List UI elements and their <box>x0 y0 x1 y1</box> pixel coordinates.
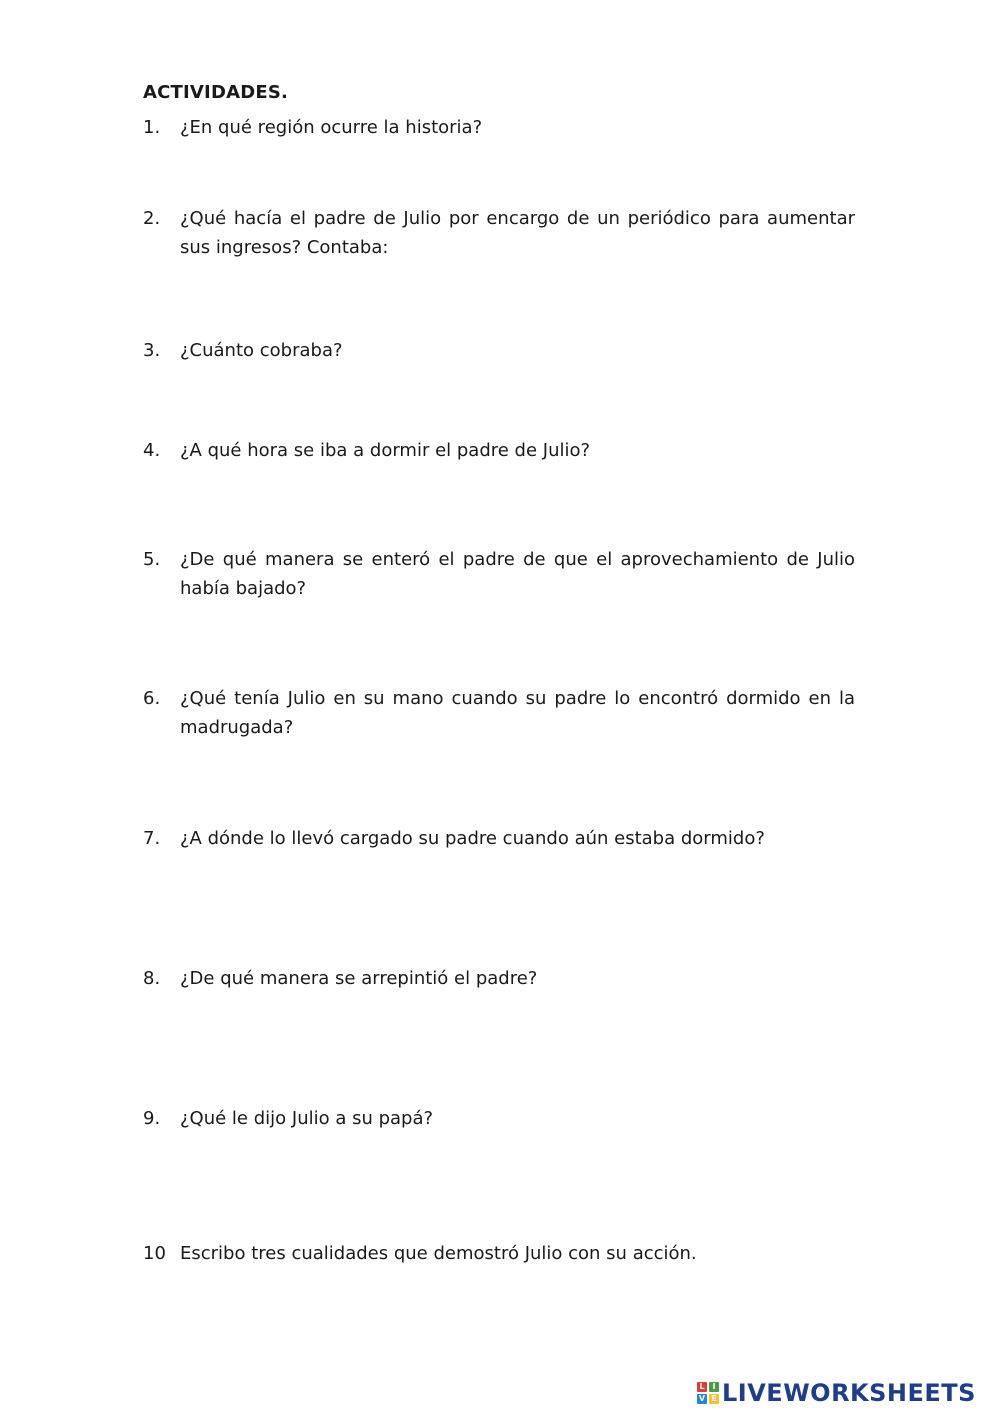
question-5 <box>143 545 855 603</box>
liveworksheets-logo <box>697 1378 976 1408</box>
question-4 <box>143 436 855 465</box>
question-1 <box>143 113 855 142</box>
question-text: ¿Qué le dijo Julio a su papá? <box>180 1108 434 1129</box>
question-number: 4. <box>143 440 161 461</box>
question-text: ¿De qué manera se enteró el padre de que el aprovechamiento de Julio había bajado? <box>180 549 855 599</box>
question-text: ¿Cuánto cobraba? <box>180 340 343 361</box>
activities-heading: ACTIVIDADES. <box>143 82 289 103</box>
logo-block: E <box>709 1394 719 1404</box>
logo-text: LIVEWORKSHEETS <box>722 1379 976 1407</box>
question-number: 6. <box>143 688 161 709</box>
question-text: ¿Qué hacía el padre de Julio por encargo de un periódico para aumentar sus ingresos? Contaba: <box>180 208 855 258</box>
question-text: ¿En qué región ocurre la historia? <box>180 117 483 138</box>
question-3 <box>143 336 855 365</box>
question-text: ¿Qué tenía Julio en su mano cuando su padre lo encontró dormido en la madrugada? <box>180 688 855 738</box>
question-8 <box>143 964 855 993</box>
question-2 <box>143 204 855 262</box>
question-6 <box>143 684 855 742</box>
logo-block: I <box>709 1382 719 1392</box>
question-number: 1. <box>143 117 161 138</box>
question-9 <box>143 1104 855 1133</box>
question-7 <box>143 824 855 853</box>
question-number: 7. <box>143 828 161 849</box>
logo-block: L <box>697 1382 707 1392</box>
question-number: 5. <box>143 549 161 570</box>
question-10 <box>143 1239 855 1268</box>
question-number: 3. <box>143 340 161 361</box>
question-text: ¿A dónde lo llevó cargado su padre cuando aún estaba dormido? <box>180 828 765 849</box>
logo-block: V <box>698 1394 706 1403</box>
question-text: ¿A qué hora se iba a dormir el padre de Julio? <box>180 440 591 461</box>
logo-blocks-icon <box>697 1382 719 1404</box>
question-text: Escribo tres cualidades que demostró Julio con su acción. <box>180 1243 697 1264</box>
question-number: 2. <box>143 208 161 229</box>
question-number: 8. <box>143 968 161 989</box>
question-number: 10 <box>143 1243 166 1264</box>
question-text: ¿De qué manera se arrepintió el padre? <box>180 968 538 989</box>
question-number: 9. <box>143 1108 161 1129</box>
